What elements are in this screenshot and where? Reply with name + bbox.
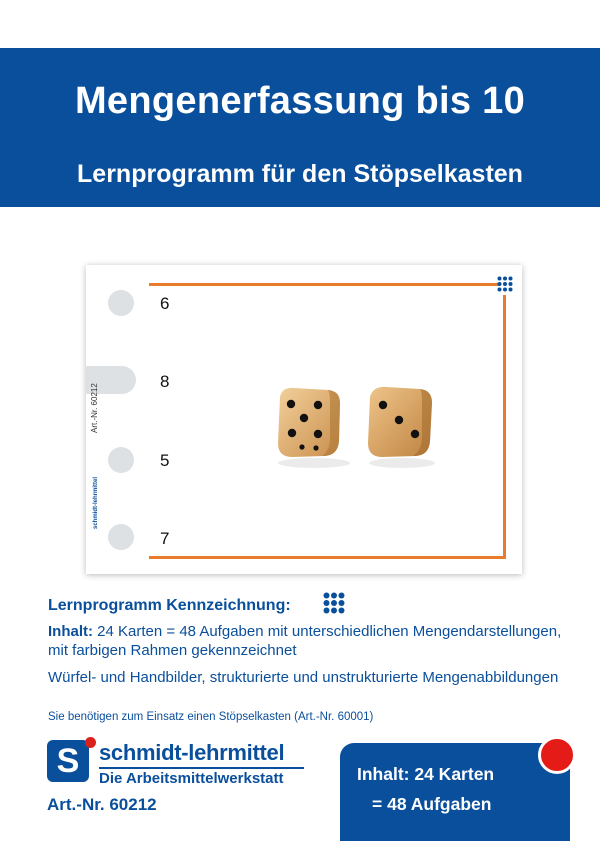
content-badge: [340, 743, 570, 841]
content-red-dot: [538, 736, 576, 774]
inhalt-description: [48, 622, 568, 660]
brand-logo: [47, 740, 89, 782]
dot-pattern-icon: [323, 592, 345, 614]
inhalt-label: Inhalt:: [48, 623, 93, 640]
description-line-2: Würfel- und Handbilder, strukturierte und unstrukturierte Mengenabbildungen: [48, 669, 559, 686]
page-subtitle: Lernprogramm für den Stöpselkasten: [77, 160, 523, 188]
card-article-number: Art.-Nr. 60212: [90, 383, 99, 433]
article-number: Art.-Nr. 60212: [47, 795, 157, 814]
frame-bottom: [149, 556, 506, 559]
brand-tagline: Die Arbeitsmittelwerkstatt: [99, 770, 284, 787]
brand-divider: [99, 767, 304, 769]
inhalt-text: 24 Karten = 48 Aufgaben mit unterschiedlichen Mengendarstellungen, mit farbigen Rahmen gekennzeichnet: [48, 623, 562, 659]
frame-right: [503, 295, 506, 557]
requirement-note: Sie benötigen zum Einsatz einen Stöpselkasten (Art.-Nr. 60001): [48, 711, 374, 723]
card-number: 6: [160, 294, 170, 313]
logo-letter: S: [56, 742, 80, 780]
dot-pattern-icon: [497, 276, 513, 292]
frame-top: [149, 283, 498, 286]
punch-hole: [108, 290, 134, 316]
card-number: 8: [160, 372, 170, 391]
task-card-photo: [86, 265, 522, 574]
content-line-1: Inhalt: 24 Karten: [357, 764, 495, 784]
punch-hole: [108, 524, 134, 550]
punch-hole: [108, 447, 134, 473]
brand-name: schmidt-lehrmittel: [99, 740, 285, 765]
page-title: Mengenerfassung bis 10: [74, 80, 526, 122]
card-number: 7: [160, 529, 170, 548]
logo-red-dot: [85, 737, 96, 748]
content-line-2: = 48 Aufgaben: [372, 794, 492, 814]
dice-photo: [272, 383, 442, 468]
card-number: 5: [160, 451, 170, 470]
card-brand: schmidt-lehrmittel: [93, 476, 99, 529]
kennzeichnung-label: Lernprogramm Kennzeichnung:: [48, 597, 291, 614]
